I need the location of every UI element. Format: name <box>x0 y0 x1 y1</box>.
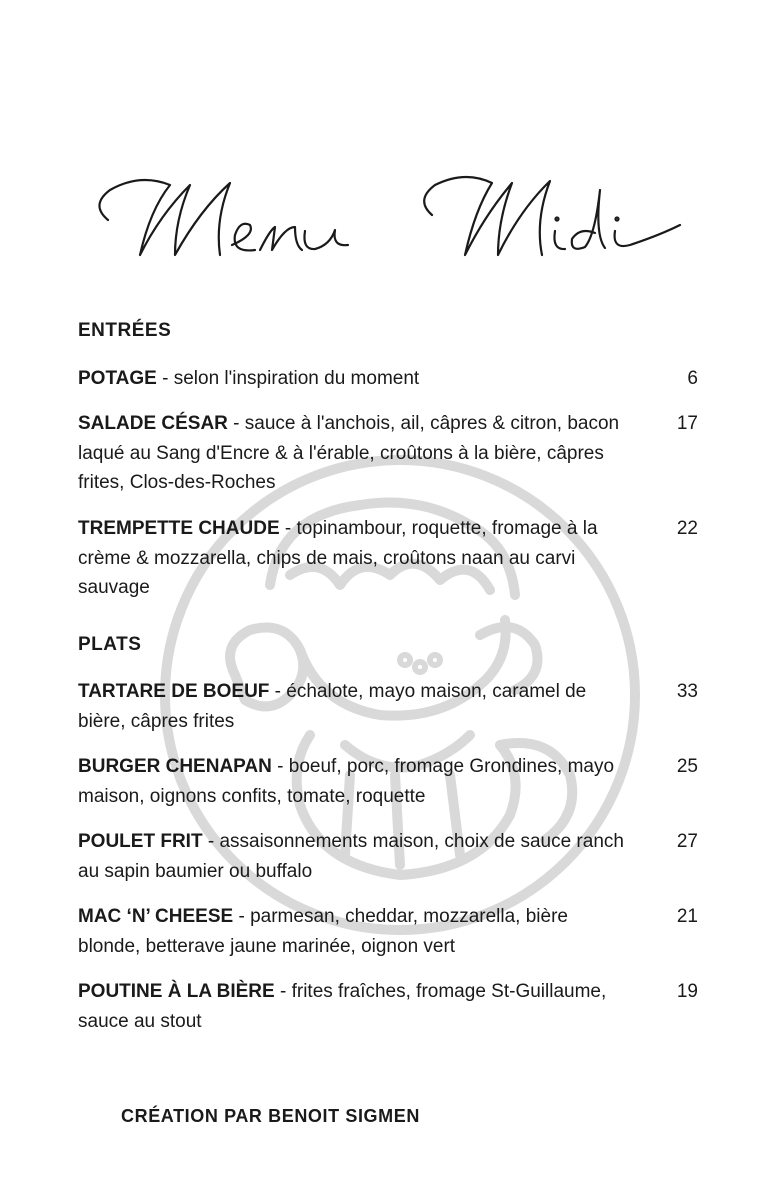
menu-item-poutine-a-la-biere <box>78 977 698 1036</box>
menu-title-text <box>80 155 700 275</box>
menu-item-price: 33 <box>676 681 698 702</box>
menu-item-text <box>78 902 626 961</box>
menu-item-name: MAC ‘N’ CHEESE <box>78 906 234 927</box>
menu-item-price: 17 <box>676 413 698 434</box>
section-heading-plats: PLATS <box>78 634 142 655</box>
menu-item-potage <box>78 364 698 394</box>
menu-item-name: POULET FRIT <box>78 831 203 852</box>
menu-item-description: - selon l'inspiration du moment <box>156 368 420 389</box>
menu-title <box>80 155 700 275</box>
menu-item-mac-n-cheese <box>78 902 698 961</box>
menu-item-tartare-de-boeuf <box>78 677 698 736</box>
menu-item-description: - assaisonnements maison, choix de sauce ranch au sapin baumier ou buffalo <box>78 831 624 882</box>
menu-item-poulet-frit <box>78 827 698 886</box>
section-heading-entrees: ENTRÉES <box>78 320 172 341</box>
menu-item-text <box>78 364 626 394</box>
menu-item-price: 27 <box>676 831 698 852</box>
menu-item-description: - échalote, mayo maison, caramel de bière, câpres frites <box>78 681 587 732</box>
menu-item-description: - sauce à l'anchois, ail, câpres & citron, bacon laqué au Sang d'Encre & à l'érable, croûtons à la bière, câpres frites, Clos-des-Roches <box>78 413 620 493</box>
menu-item-text <box>78 514 626 603</box>
credit-line: CRÉATION PAR BENOIT SIGMEN <box>121 1106 420 1126</box>
menu-item-description: - topinambour, roquette, fromage à la crème & mozzarella, chips de mais, croûtons naan au carvi sauvage <box>78 518 598 598</box>
menu-item-name: SALADE CÉSAR <box>78 413 228 434</box>
menu-item-price: 19 <box>676 981 698 1002</box>
menu-item-name: TARTARE DE BOEUF <box>78 681 270 702</box>
menu-item-description: - boeuf, porc, fromage Grondines, mayo maison, oignons confits, tomate, roquette <box>78 756 615 807</box>
menu-item-burger-chenapan <box>78 752 698 811</box>
menu-item-name: POUTINE À LA BIÈRE <box>78 981 275 1002</box>
menu-item-text <box>78 752 626 811</box>
menu-item-text <box>78 677 626 736</box>
menu-item-price: 25 <box>676 756 698 777</box>
menu-item-description: - frites fraîches, fromage St-Guillaume, sauce au stout <box>78 981 607 1032</box>
menu-item-price: 6 <box>687 368 698 389</box>
menu-item-name: BURGER CHENAPAN <box>78 756 272 777</box>
menu-item-price: 21 <box>676 906 698 927</box>
menu-item-name: TREMPETTE CHAUDE <box>78 518 280 539</box>
menu-item-text <box>78 409 626 498</box>
menu-item-name: POTAGE <box>78 368 157 389</box>
menu-item-price: 22 <box>676 518 698 539</box>
menu-item-trempette-chaude <box>78 514 698 603</box>
menu-item-description: - parmesan, cheddar, mozzarella, bière blonde, betterave jaune marinée, oignon vert <box>78 906 568 957</box>
menu-item-text <box>78 977 626 1036</box>
menu-item-salade-cesar <box>78 409 698 498</box>
menu-item-text <box>78 827 626 886</box>
